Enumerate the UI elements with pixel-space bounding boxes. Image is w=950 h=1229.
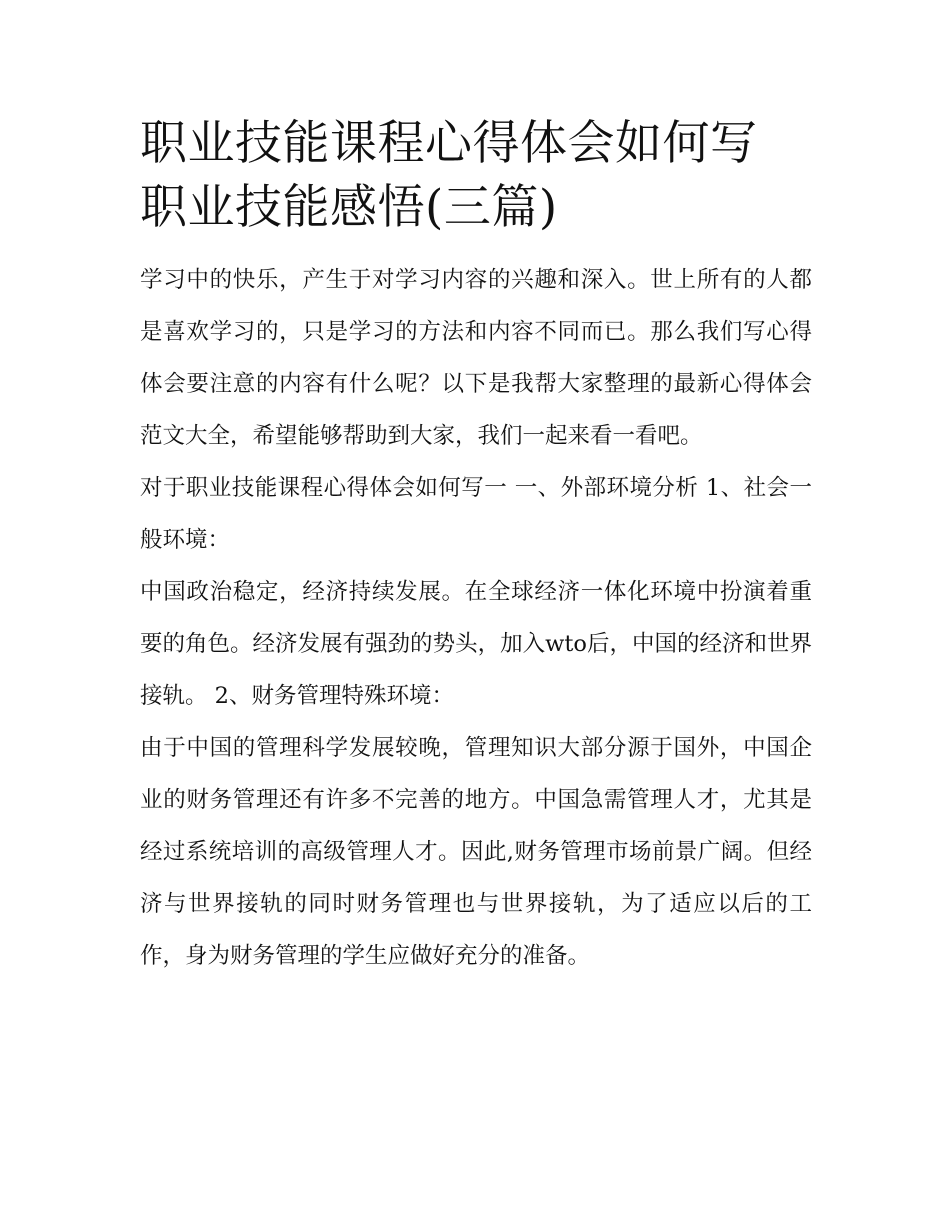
title-line-1: 职业技能课程心得体会如何写: [140, 116, 758, 171]
paragraph-intro: 学习中的快乐，产生于对学习内容的兴趣和深入。世上所有的人都是喜欢学习的，只是学习的方法和内容不同而已。那么我们写心得体会要注意的内容有什么呢？以下是我帮大家整理的最新心得体会范文大全，希望能够帮助到大家，我们一起来看一看吧。: [140, 267, 812, 449]
paragraph-social-environment: 中国政治稳定，经济持续发展。在全球经济一体化环境中扮演着重要的角色。经济发展有强劲的势头，加入wto后，中国的经济和世界接轨。 2、财务管理特殊环境：: [140, 579, 812, 709]
title-line-2: 职业技能感悟(三篇): [140, 180, 558, 235]
paragraph-section-heading: 对于职业技能课程心得体会如何写一 一、外部环境分析 1、社会一般环境：: [140, 475, 812, 553]
paragraph-financial-environment: 由于中国的管理科学发展较晚，管理知识大部分源于国外，中国企业的财务管理还有许多不完善的地方。中国急需管理人才，尤其是经过系统培训的高级管理人才。因此,财务管理市场前景广阔。但经济与世界接轨的同时财务管理也与世界接轨，为了适应以后的工作，身为财务管理的学生应做好充分的准备。: [140, 735, 812, 969]
document-title: [140, 112, 812, 240]
